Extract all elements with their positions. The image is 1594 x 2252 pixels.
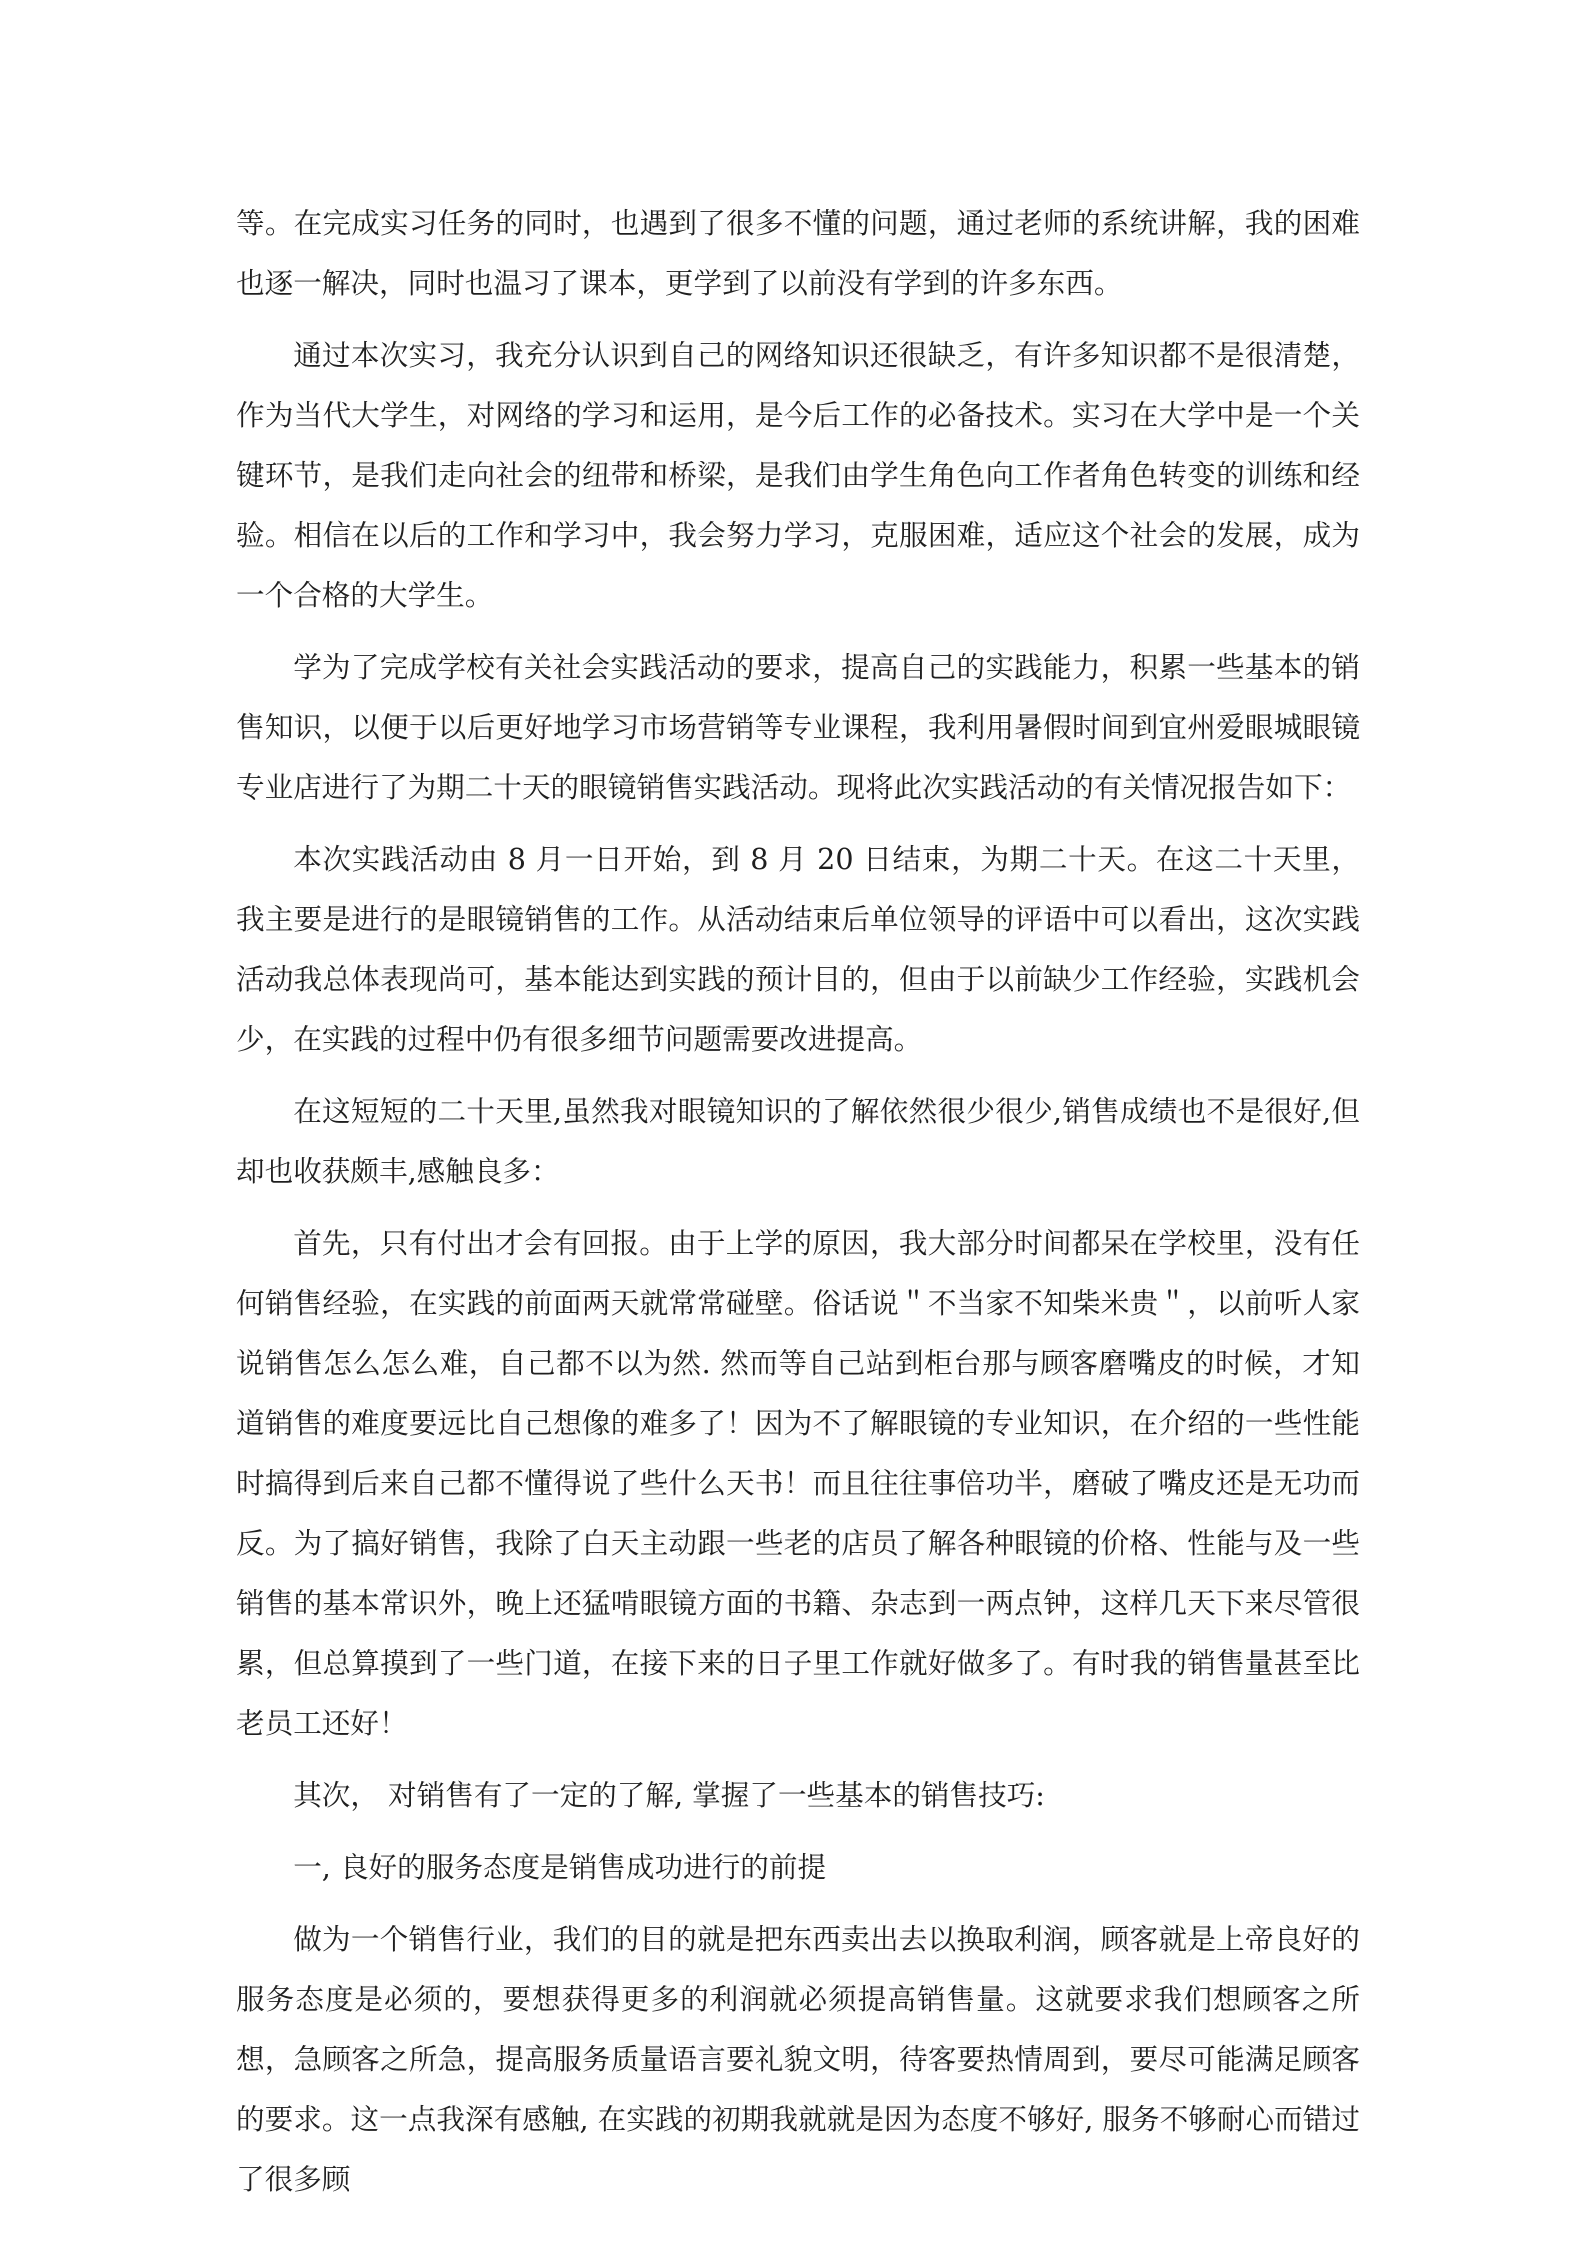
paragraph-7: 其次， 对销售有了一定的了解, 掌握了一些基本的销售技巧: <box>293 1778 1045 1812</box>
paragraph-1: 等。在完成实习任务的同时，也遇到了很多不懂的问题，通过老师的系统讲解，我的困难也逐一解决，同时也温习了课本，更学到了以前没有学到的许多东西。 <box>236 206 1360 300</box>
paragraph-4: 本次实践活动由 8 月一日开始，到 8 月 20 日结束，为期二十天。在这二十天里，我主要是进行的是眼镜销售的工作。从活动结束后单位领导的评语中可以看出，这次实践活动我总体表现尚可，基本能达到实践的预计目的，但由于以前缺少工作经验，实践机会少，在实践的过程中仍有很多细节问题需要改进提高。 <box>236 842 1360 1056</box>
document-body <box>236 193 1360 2221</box>
paragraph-5: 在这短短的二十天里,虽然我对眼镜知识的了解依然很少很少,销售成绩也不是很好,但却也收获颇丰,感触良多： <box>236 1094 1360 1188</box>
paragraph-6: 首先，只有付出才会有回报。由于上学的原因，我大部分时间都呆在学校里，没有任何销售经验，在实践的前面两天就常常碰壁。俗话说＂不当家不知柴米贵＂，以前听人家说销售怎么怎么难，自己都不以为然. 然而等自己站到柜台那与顾客磨嘴皮的时候，才知道销售的难度要远比自己想像的难多了！因为不了解眼镜的专业知识，在介绍的一些性能时搞得到后来自己都不懂得说了些什么天书！而且往往事倍功半，磨破了嘴皮还是无功而反。为了搞好销售，我除了白天主动跟一些老的店员了解各种眼镜的价格、性能与及一些销售的基本常识外，晚上还猛啃眼镜方面的书籍、杂志到一两点钟，这样几天下来尽管很累，但总算摸到了一些门道，在接下来的日子里工作就好做多了。有时我的销售量甚至比老员工还好！ <box>236 1226 1360 1740</box>
paragraph-2: 通过本次实习，我充分认识到自己的网络知识还很缺乏，有许多知识都不是很清楚，作为当代大学生，对网络的学习和运用，是今后工作的必备技术。实习在大学中是一个关键环节，是我们走向社会的纽带和桥梁，是我们由学生角色向工作者角色转变的训练和经验。相信在以后的工作和学习中，我会努力学习，克服困难，适应这个社会的发展，成为一个合格的大学生。 <box>236 338 1360 612</box>
paragraph-8: 做为一个销售行业，我们的目的就是把东西卖出去以换取利润，顾客就是上帝良好的服务态度是必须的，要想获得更多的利润就必须提高销售量。这就要求我们想顾客之所想，急顾客之所急，提高服务质量语言要礼貌文明，待客要热情周到，要尽可能满足顾客的要求。这一点我深有感触, 在实践的初期我就就是因为态度不够好, 服务不够耐心而错过了很多顾 <box>236 1922 1360 2196</box>
paragraph-3: 学为了完成学校有关社会实践活动的要求，提高自己的实践能力，积累一些基本的销售知识，以便于以后更好地学习市场营销等专业课程，我利用暑假时间到宜州爱眼城眼镜专业店进行了为期二十天的眼镜销售实践活动。现将此次实践活动的有关情况报告如下： <box>236 650 1360 804</box>
section-heading-1: 一, 良好的服务态度是销售成功进行的前提 <box>293 1850 827 1884</box>
